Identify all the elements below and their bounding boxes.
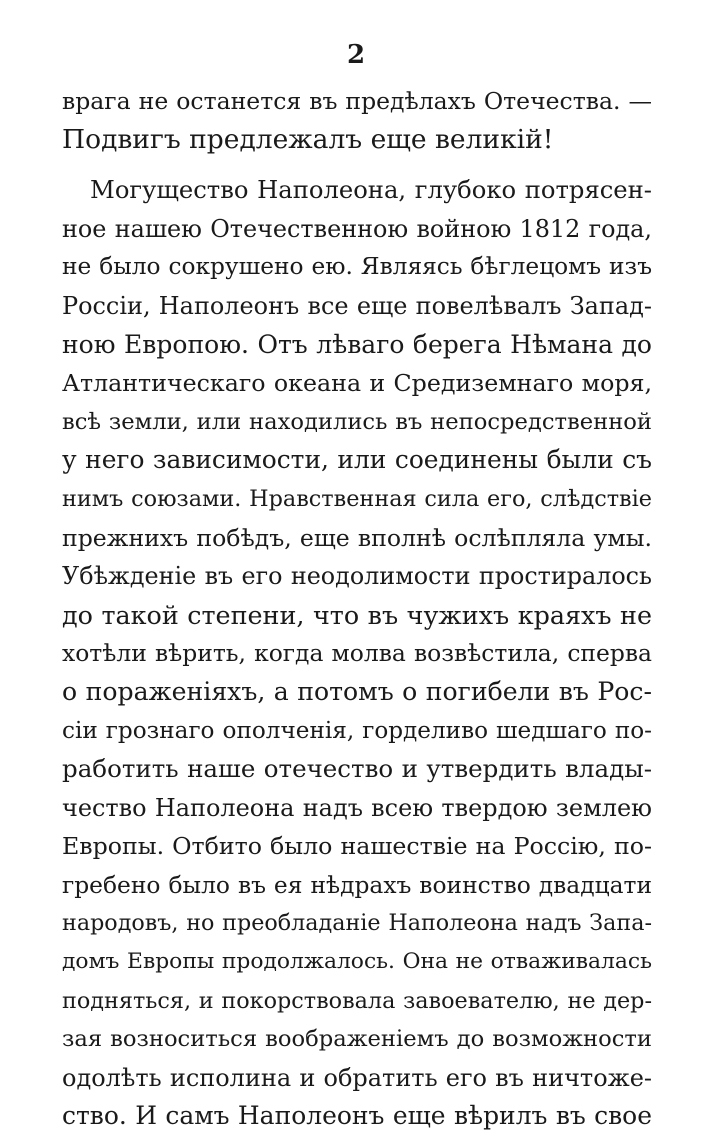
text-line: Убѣжденіе въ его неодолимости простиралось [62, 562, 652, 591]
text-line: ство. И самъ Наполеонъ еще вѣрилъ въ свое [62, 1101, 652, 1131]
text-line: народовъ, но преобладаніе Наполеона надъ Запа- [62, 910, 652, 937]
text-line: ною Европою. Отъ лѣваго берега Нѣмана до [62, 329, 652, 359]
text-line: прежнихъ побѣдъ, еще вполнѣ ослѣпляла умы. [62, 523, 652, 552]
body-text [62, 82, 652, 1136]
text-line: одолѣть исполина и обратить его въ ничтоже- [62, 1063, 652, 1092]
text-line: у него зависимости, или соединены были съ [62, 445, 652, 475]
text-line: ное нашею Отечественною войною 1812 года, [62, 214, 652, 243]
text-line: Могущество Наполеона, глубоко потрясен- [90, 175, 652, 205]
text-line: о пораженіяхъ, а потомъ о погибели въ Рос- [62, 676, 652, 706]
text-line: Европы. Отбито было нашествіе на Россію, по- [62, 832, 652, 861]
page-number: 2 [346, 40, 366, 70]
text-line: всѣ земли, или находились въ непосредственной [62, 408, 652, 435]
text-line: Подвигъ предлежалъ еще великій! [62, 123, 554, 155]
text-line: не было сокрушено ею. Являясь бѣглецомъ изъ [62, 253, 652, 281]
paragraph [62, 82, 652, 159]
text-line: домъ Европы продолжалось. Она не отваживалась [62, 949, 652, 975]
text-line: сіи грознаго ополченія, горделиво шедшаго по- [62, 717, 652, 744]
text-line: хотѣли вѣрить, когда молва возвѣстила, сперва [62, 639, 652, 668]
paragraph-gap [62, 159, 652, 171]
text-line: нимъ союзами. Нравственная сила его, слѣдствіе [62, 485, 652, 512]
text-line: подняться, и покорствовала завоевателю, не дер- [62, 987, 652, 1014]
text-line: гребено было въ ея нѣдрахъ воинство двадцати [62, 870, 652, 899]
text-line: чество Наполеона надъ всею твердою землею [62, 793, 652, 822]
text-line: врага не останется въ предѣлахъ Отечества. — [62, 87, 652, 115]
paragraph [62, 171, 652, 1136]
text-line: Атлантическаго океана и Средиземнаго моря, [62, 369, 652, 398]
text-line: до такой степени, что въ чужихъ краяхъ не [62, 599, 652, 630]
text-line: зая возноситься воображеніемъ до возможности [62, 1026, 652, 1053]
text-line: работить наше отечество и утвердить влады- [62, 754, 652, 784]
text-line: Россіи, Наполеонъ все еще повелѣвалъ Запад- [62, 291, 652, 320]
